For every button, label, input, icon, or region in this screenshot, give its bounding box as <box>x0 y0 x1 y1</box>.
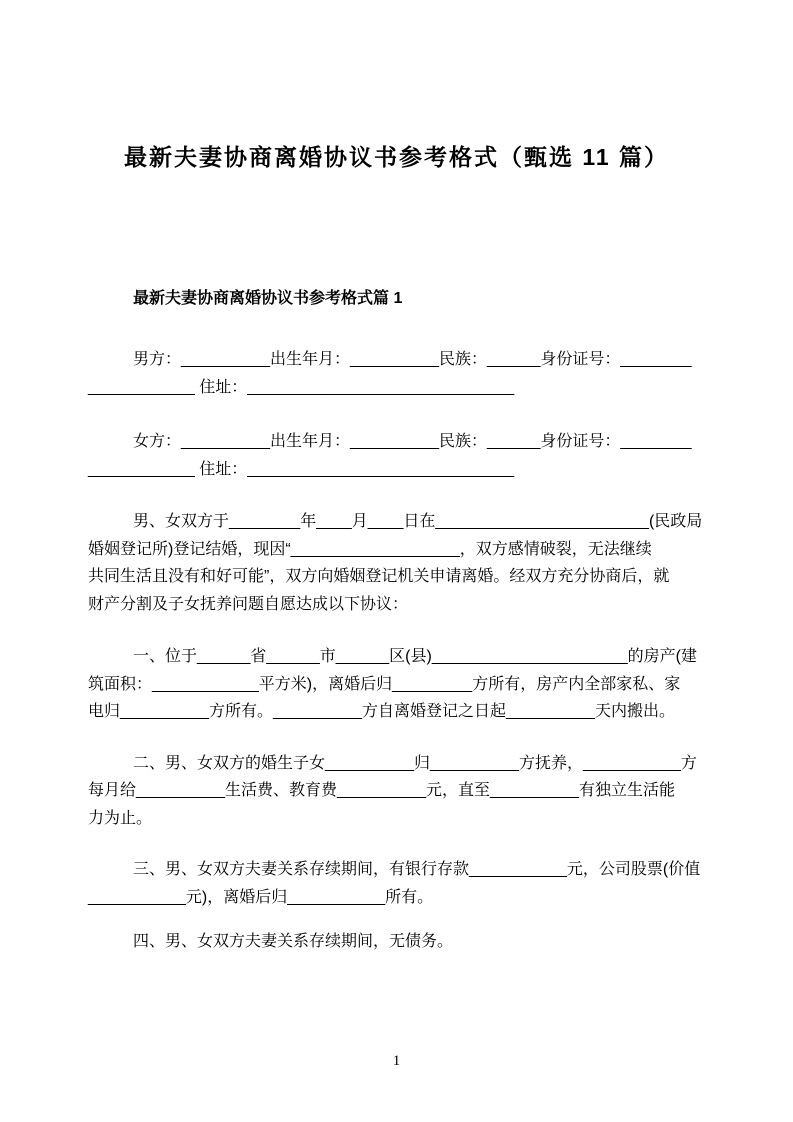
paragraph-line: 男方：__________出生年月：__________民族：______身份证号：________ <box>133 351 692 368</box>
paragraph-line: ___________元)，离婚后归___________所有。 <box>88 888 434 906</box>
clause-1-house <box>88 643 705 726</box>
paragraph-line: 电归__________方所有。__________方自离婚登记之日起__________天内搬出。 <box>88 703 675 720</box>
paragraph-line: 男、女双方于________年____月____日在________________________(民政局 <box>133 513 703 530</box>
paragraph-line: 婚姻登记所)登记结婚，现因“___________________，双方感情破裂，无法继续 <box>88 540 652 558</box>
paragraph-male-info <box>88 346 705 401</box>
paragraph-line: 二、男、女双方的婚生子女__________归__________方抚养，___________方 <box>133 754 697 772</box>
document-body <box>0 288 793 956</box>
document-title: 最新夫妻协商离婚协议书参考格式（甄选 11 篇） <box>123 144 670 170</box>
paragraph-line: 四、男、女双方夫妻关系存续期间，无债务。 <box>133 933 454 950</box>
paragraph-line: 财产分割及子女抚养问题自愿达成以下协议： <box>88 595 409 613</box>
paragraph-line: 筑面积：____________平方米)，离婚后归_________方所有，房产内全部家私、家 <box>88 675 681 693</box>
paragraph-line: 三、男、女双方夫妻关系存续期间，有银行存款___________元，公司股票(价值 <box>133 861 701 878</box>
paragraph-line: 每月给__________生活费、教育费__________元，直至__________有独立生活能 <box>88 782 675 799</box>
clause-4-debts <box>88 928 705 956</box>
paragraph-line: ____________ 住址：______________________________ <box>88 378 515 396</box>
section-heading: 最新夫妻协商离婚协议书参考格式篇 1 <box>133 290 403 307</box>
paragraph-line: 力为止。 <box>88 809 153 827</box>
paragraph-preamble <box>88 508 705 618</box>
paragraph-line: 一、位于______省______市______区(县)______________________的房产(建 <box>133 648 697 665</box>
paragraph-line: ____________ 住址：______________________________ <box>88 460 515 478</box>
clause-2-children <box>88 750 705 833</box>
clause-3-savings <box>88 856 705 911</box>
page-number: 1 <box>392 1053 401 1069</box>
paragraph-female-info <box>88 428 705 483</box>
paragraph-line: 共同生活且没有和好可能”，双方向婚姻登记机关申请离婚。经双方充分协商后，就 <box>88 568 670 585</box>
paragraph-line: 女方：__________出生年月：__________民族：______身份证号：________ <box>133 433 692 450</box>
